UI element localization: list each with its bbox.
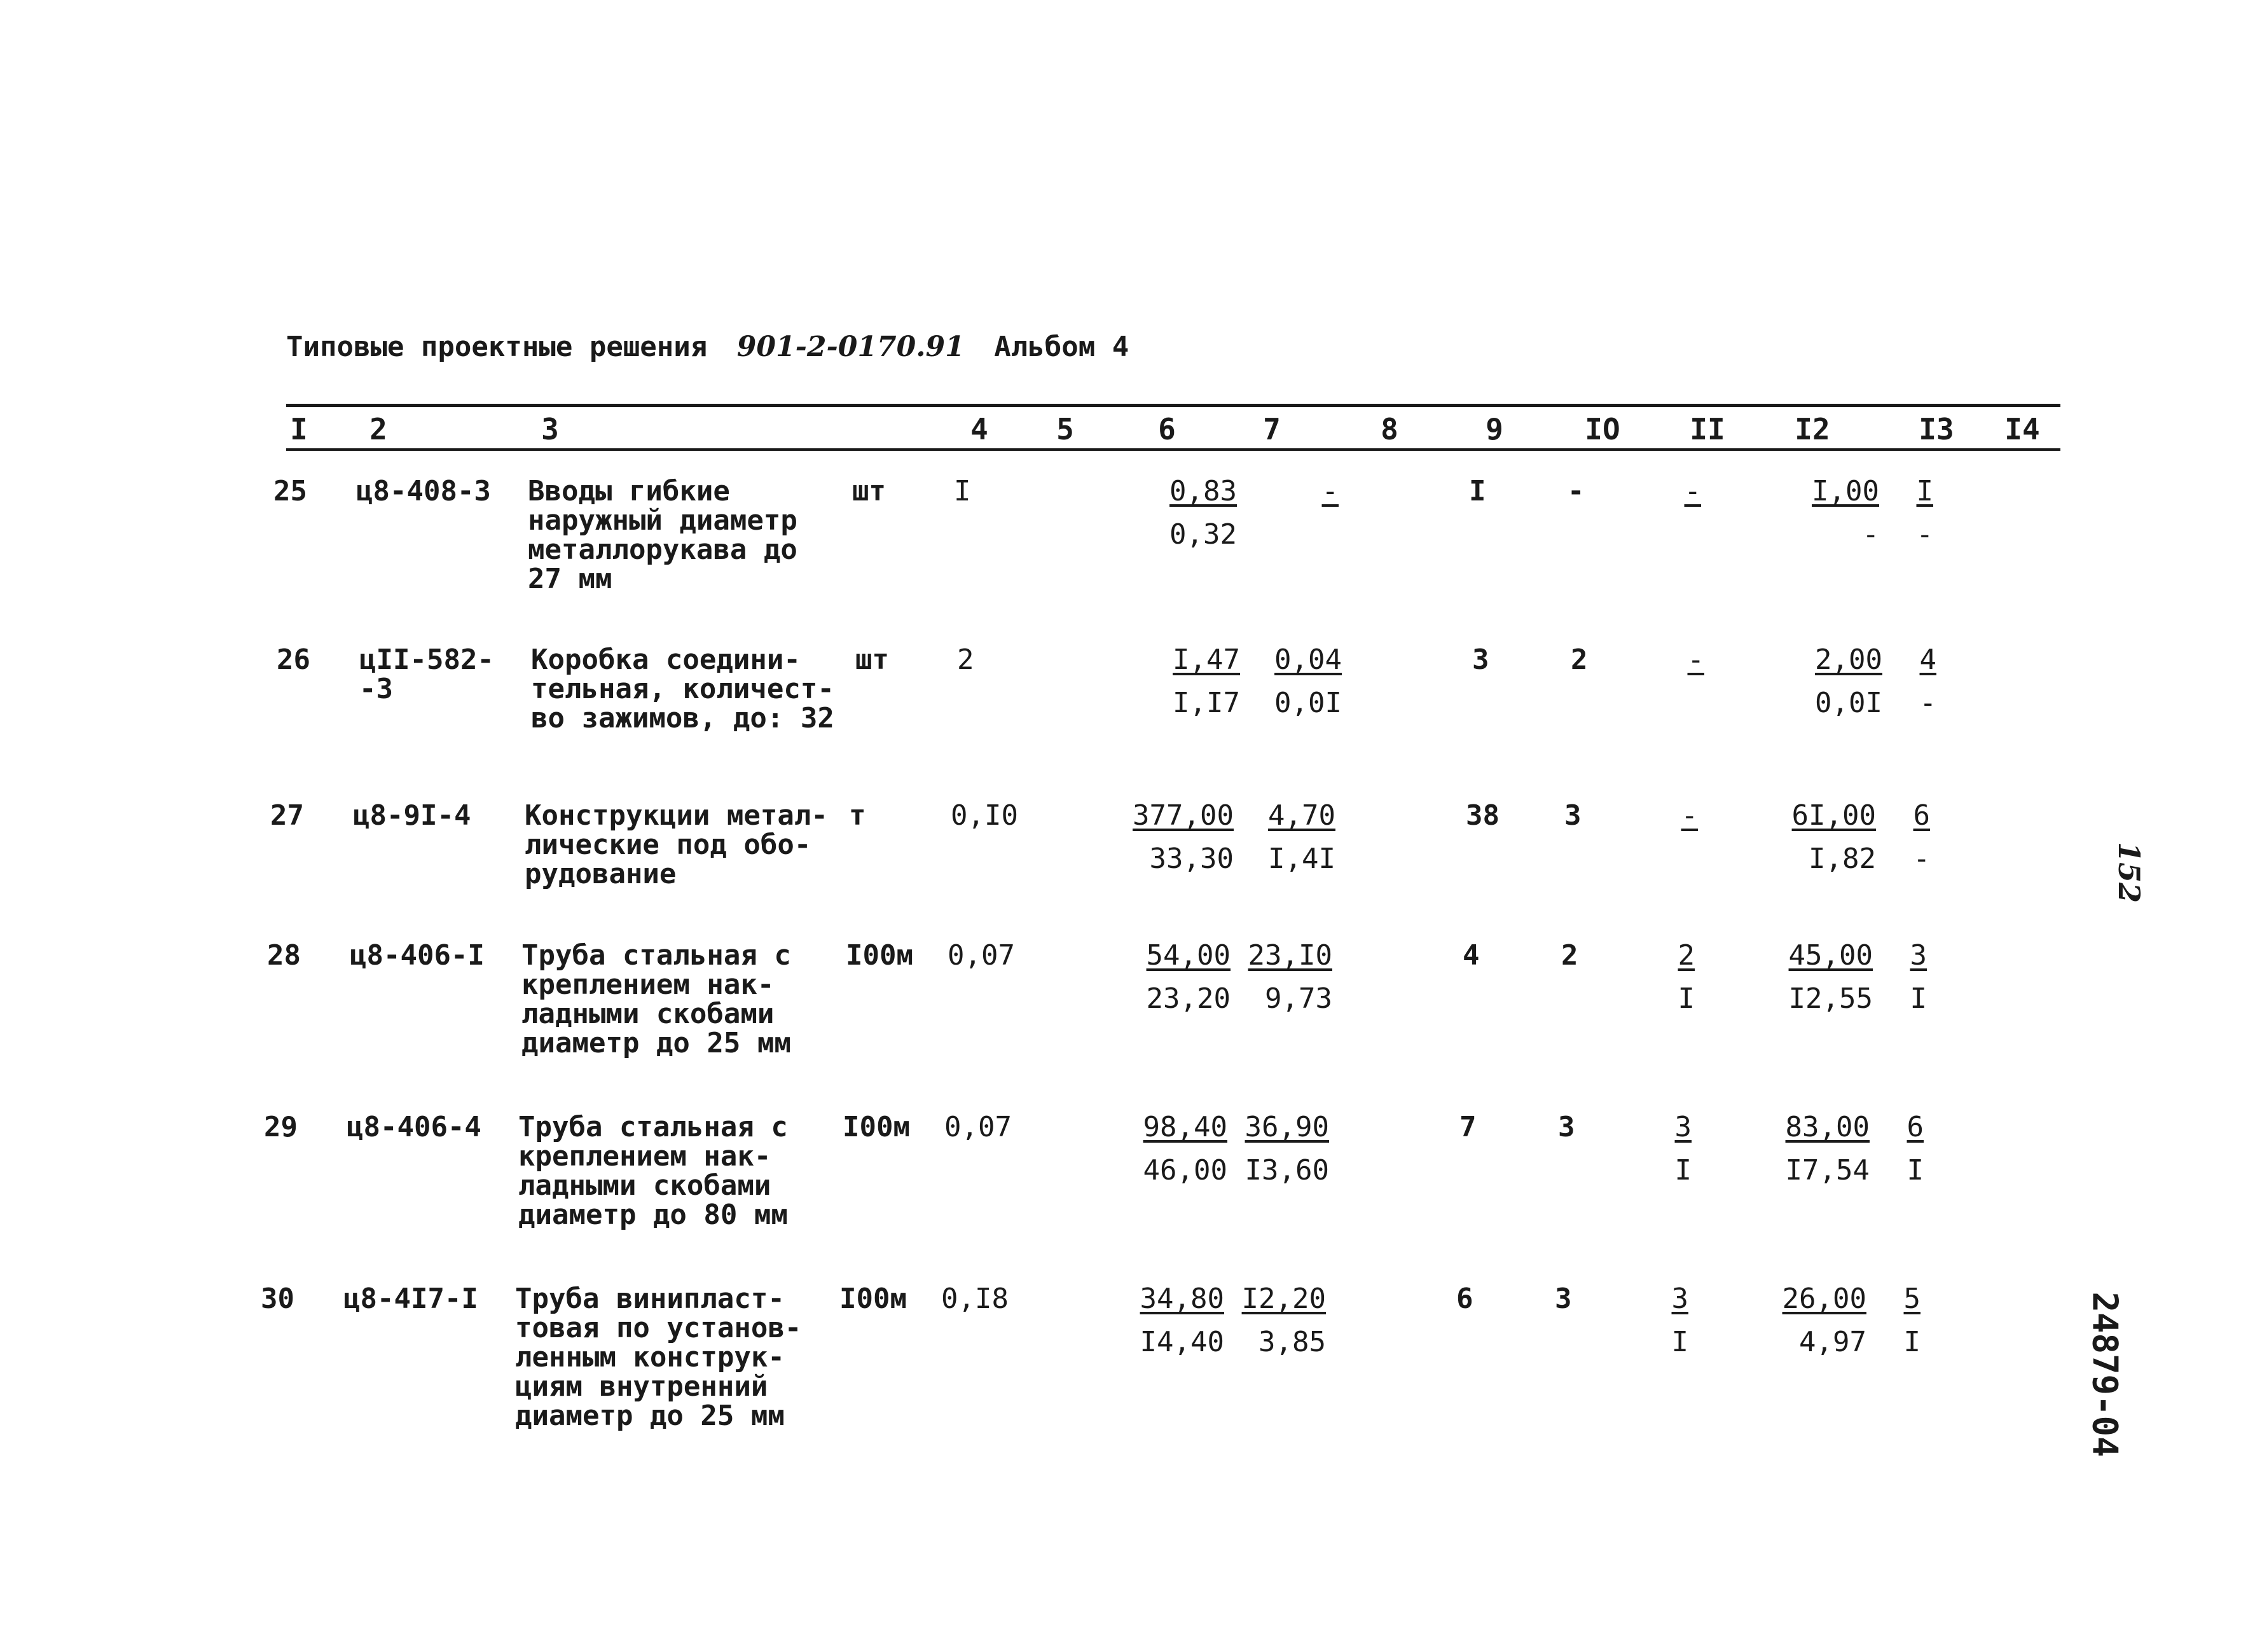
col13-value-numerator: 6 <box>1907 1111 1924 1143</box>
col11-value-denominator: I <box>1671 1326 1688 1358</box>
col11-value <box>1657 941 1695 1014</box>
col13-value <box>1886 1113 1924 1185</box>
unit: I00м <box>839 1283 907 1315</box>
col6-value-numerator: 98,40 <box>1143 1111 1227 1143</box>
col12-value-denominator: 4,97 <box>1799 1326 1866 1358</box>
colnum-7: 7 <box>1263 412 1281 446</box>
col12-value-numerator: 83,00 <box>1785 1111 1870 1143</box>
colnum-8: 8 <box>1381 412 1398 446</box>
price-code: ц8-406-4 <box>347 1111 481 1143</box>
row-number: 27 <box>270 799 304 832</box>
col6-value-numerator: I,47 <box>1173 644 1240 676</box>
col7-value-numerator: 23,I0 <box>1248 939 1332 972</box>
col7-value-denominator: 3,85 <box>1258 1326 1326 1358</box>
col13-value-numerator: 3 <box>1910 939 1927 972</box>
page-number: 152 <box>2112 841 2147 904</box>
price-code: ц8-4I7-I <box>343 1283 478 1315</box>
colnum-10: IO <box>1585 412 1620 446</box>
document-code: 24879-04 <box>2085 1291 2125 1457</box>
col12-value-numerator: 26,00 <box>1782 1283 1866 1315</box>
col6-value <box>1119 1113 1227 1185</box>
col12-value <box>1765 477 1879 549</box>
unit: т <box>849 799 866 832</box>
col10-value: 2 <box>1561 939 1578 972</box>
unit: I00м <box>843 1111 910 1143</box>
colnum-2: 2 <box>369 412 387 446</box>
col10-value: 2 <box>1571 644 1588 676</box>
col7-value <box>1243 477 1339 520</box>
col7-value <box>1231 1284 1326 1357</box>
price-code: цII-582- -3 <box>359 644 494 705</box>
col11-value <box>1650 1284 1688 1357</box>
col6-value-numerator: 54,00 <box>1146 939 1231 972</box>
col7-value <box>1246 645 1342 718</box>
col13-value <box>1895 477 1933 549</box>
work-description: Труба стальная с креплением нак- ладными скобами диаметр до 25 мм <box>521 939 791 1059</box>
col13-value-denominator: - <box>1916 518 1933 551</box>
col13-value-denominator: - <box>1913 843 1930 875</box>
unit: шт <box>852 475 886 507</box>
row-number: 28 <box>267 939 301 972</box>
col6-value-denominator: 46,00 <box>1143 1154 1227 1187</box>
col6-value <box>1129 477 1237 549</box>
col7-value-numerator: - <box>1321 475 1339 507</box>
table-top-rule <box>286 404 2060 407</box>
col6-value-denominator: 33,30 <box>1149 843 1234 875</box>
colnum-1: I <box>290 412 308 446</box>
row-number: 30 <box>261 1283 294 1315</box>
col13-value-denominator: I <box>1907 1154 1924 1187</box>
col6-value-numerator: 377,00 <box>1133 799 1234 832</box>
quantity: 0,07 <box>944 1111 1012 1143</box>
col7-value-denominator: I,4I <box>1268 843 1335 875</box>
colnum-14: I4 <box>2004 412 2040 446</box>
quantity: I <box>954 475 971 507</box>
col12-value <box>1755 1113 1870 1185</box>
col12-value <box>1768 645 1882 718</box>
col12-value-numerator: 2,00 <box>1815 644 1882 676</box>
col11-value <box>1666 645 1704 689</box>
col11-value-denominator: I <box>1678 982 1695 1015</box>
col13-value-numerator: 5 <box>1903 1283 1920 1315</box>
col12-value-denominator: I7,54 <box>1785 1154 1870 1187</box>
col10-value: - <box>1568 475 1585 507</box>
col13-value <box>1889 941 1927 1014</box>
col12-value <box>1752 1284 1866 1357</box>
col13-value-numerator: 6 <box>1913 799 1930 832</box>
row-number: 25 <box>273 475 307 507</box>
colnum-9: 9 <box>1486 412 1503 446</box>
col7-value <box>1234 1113 1329 1185</box>
col11-value <box>1660 801 1698 844</box>
col6-value-denominator: 0,32 <box>1169 518 1237 551</box>
col9-value: 4 <box>1463 939 1480 972</box>
col6-value <box>1116 1284 1224 1357</box>
col7-value <box>1237 941 1332 1014</box>
col9-value: 38 <box>1466 799 1500 832</box>
header-album: Альбом 4 <box>994 331 1129 363</box>
col7-value-numerator: I2,20 <box>1241 1283 1326 1315</box>
col12-value-numerator: 45,00 <box>1788 939 1873 972</box>
col11-value-numerator: - <box>1687 644 1704 676</box>
col11-value <box>1663 477 1701 520</box>
row-number: 29 <box>264 1111 298 1143</box>
col10-value: 3 <box>1555 1283 1572 1315</box>
colnum-12: I2 <box>1795 412 1830 446</box>
quantity: 0,I8 <box>941 1283 1009 1315</box>
col12-value <box>1762 801 1876 874</box>
col7-value-numerator: 36,90 <box>1245 1111 1329 1143</box>
col12-value-denominator: - <box>1862 518 1879 551</box>
col11-value-numerator: 3 <box>1671 1283 1688 1315</box>
colnum-4: 4 <box>970 412 988 446</box>
col6-value-denominator: I,I7 <box>1173 687 1240 719</box>
col6-value-denominator: I4,40 <box>1140 1326 1224 1358</box>
header-prefix: Типовые проектные решения <box>286 331 708 363</box>
colnum-5: 5 <box>1056 412 1074 446</box>
work-description: Конструкции метал- лические под обо- рудование <box>525 799 828 890</box>
col7-value-numerator: 0,04 <box>1274 644 1342 676</box>
col7-value-denominator: I3,60 <box>1245 1154 1329 1187</box>
col6-value <box>1122 941 1231 1014</box>
col11-value-denominator: I <box>1674 1154 1692 1187</box>
col10-value: 3 <box>1564 799 1582 832</box>
col6-value-denominator: 23,20 <box>1146 982 1231 1015</box>
col12-value-denominator: I2,55 <box>1788 982 1873 1015</box>
col11-value <box>1653 1113 1692 1185</box>
col7-value-numerator: 4,70 <box>1268 799 1335 832</box>
col12-value <box>1758 941 1873 1014</box>
col9-value: 6 <box>1456 1283 1473 1315</box>
col13-value <box>1898 645 1936 718</box>
col12-value-denominator: I,82 <box>1809 843 1876 875</box>
col9-value: 3 <box>1472 644 1489 676</box>
col9-value: I <box>1469 475 1486 507</box>
unit: I00м <box>846 939 913 972</box>
col11-value-numerator: 3 <box>1674 1111 1692 1143</box>
col7-value-denominator: 9,73 <box>1265 982 1332 1015</box>
work-description: Труба винипласт- товая по установ- ленным конструк- циям внутренний диаметр до 25 мм <box>515 1283 802 1432</box>
quantity: 2 <box>957 644 974 676</box>
col12-value-numerator: I,00 <box>1812 475 1879 507</box>
colnum-6: 6 <box>1158 412 1176 446</box>
row-number: 26 <box>277 644 310 676</box>
col6-value-numerator: 34,80 <box>1140 1283 1224 1315</box>
col11-value-numerator: 2 <box>1678 939 1695 972</box>
col11-value-numerator: - <box>1681 799 1698 832</box>
col12-value-denominator: 0,0I <box>1815 687 1882 719</box>
col13-value-numerator: I <box>1916 475 1933 507</box>
col10-value: 3 <box>1558 1111 1575 1143</box>
col6-value <box>1126 801 1234 874</box>
header-project-number: 901-2-0170.91 <box>736 331 965 363</box>
col9-value: 7 <box>1459 1111 1477 1143</box>
page-header <box>286 331 1129 363</box>
quantity: 0,07 <box>948 939 1015 972</box>
colnum-13: I3 <box>1919 412 1954 446</box>
header-underline <box>286 448 2060 451</box>
col13-value-denominator: I <box>1910 982 1927 1015</box>
quantity: 0,I0 <box>951 799 1018 832</box>
price-code: ц8-9I-4 <box>353 799 471 832</box>
work-description: Вводы гибкие наружный диаметр металлорукава до 27 мм <box>528 475 797 595</box>
price-code: ц8-408-3 <box>356 475 491 507</box>
col13-value <box>1882 1284 1920 1357</box>
work-description: Коробка соедини- тельная, количест- во зажимов, до: 32 <box>531 644 834 734</box>
price-code: ц8-406-I <box>350 939 485 972</box>
col13-value-denominator: I <box>1903 1326 1920 1358</box>
col7-value <box>1240 801 1335 874</box>
unit: шт <box>855 644 889 676</box>
col11-value-numerator: - <box>1684 475 1701 507</box>
col6-value-numerator: 0,83 <box>1169 475 1237 507</box>
work-description: Труба стальная с креплением нак- ладными скобами диаметр до 80 мм <box>518 1111 788 1231</box>
col7-value-denominator: 0,0I <box>1274 687 1342 719</box>
colnum-3: 3 <box>541 412 559 446</box>
col13-value <box>1892 801 1930 874</box>
col13-value-denominator: - <box>1919 687 1936 719</box>
col13-value-numerator: 4 <box>1919 644 1936 676</box>
col6-value <box>1132 645 1240 718</box>
col12-value-numerator: 6I,00 <box>1791 799 1876 832</box>
colnum-11: II <box>1690 412 1725 446</box>
